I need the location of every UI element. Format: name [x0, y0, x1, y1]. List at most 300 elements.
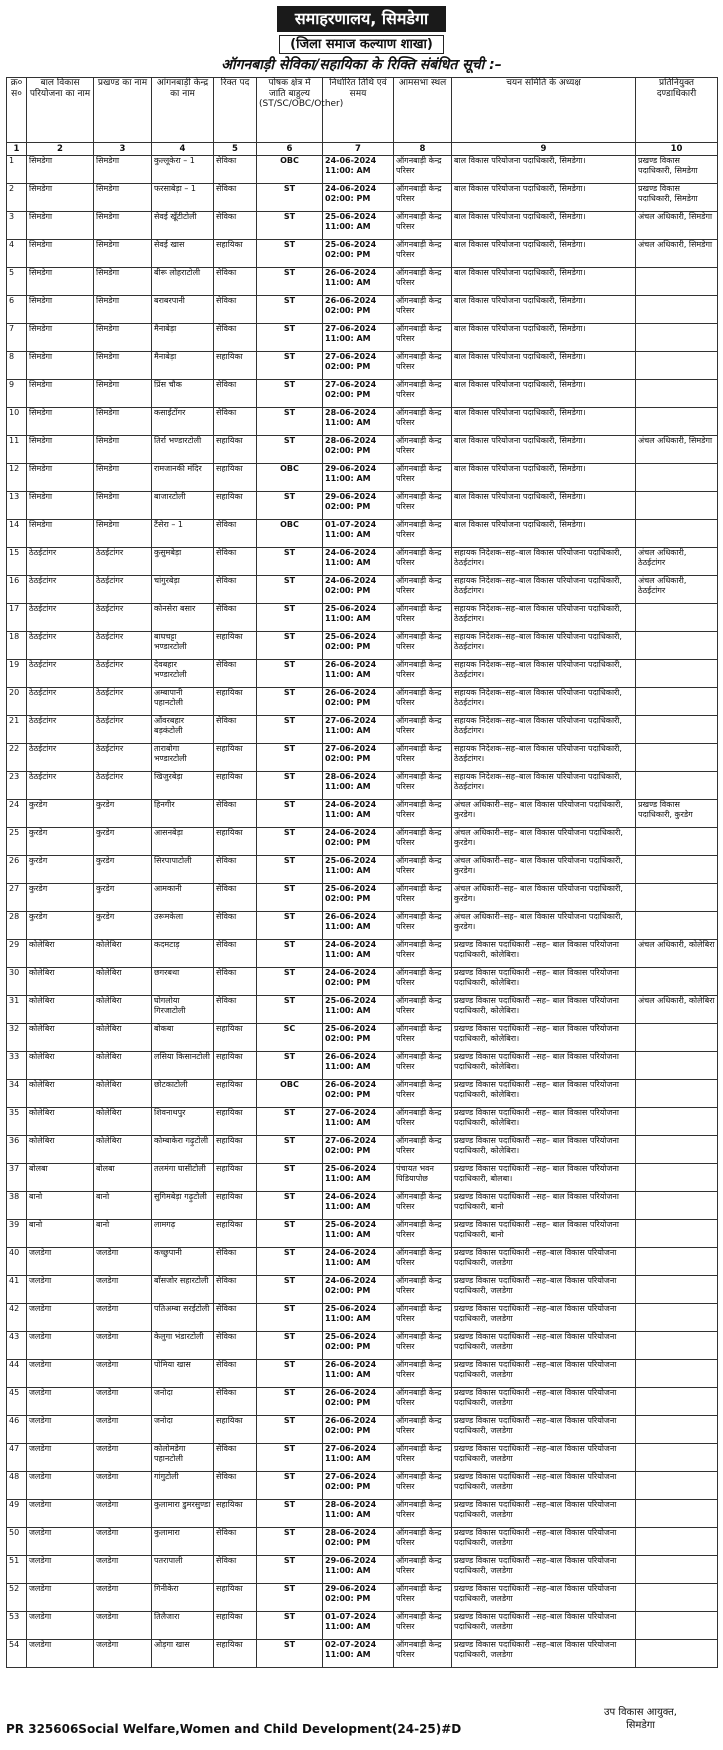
- cell-venue: ऑगनबाड़ी केन्द्र परिसर: [394, 1528, 452, 1556]
- cell-serial: 22: [7, 744, 27, 772]
- cell-venue: ऑगनबाड़ी केन्द्र परिसर: [394, 436, 452, 464]
- table-row: [7, 688, 718, 716]
- cell-project: जलडेगा: [27, 1528, 94, 1556]
- cell-centre: बाँसजोर सहारटोली: [152, 1276, 214, 1304]
- cell-caste: ST: [257, 576, 323, 604]
- cell-datetime: 25-06-2024 11:00: AM: [323, 1220, 394, 1248]
- cell-serial: 37: [7, 1164, 27, 1192]
- cell-centre: पतरापाली: [152, 1556, 214, 1584]
- cell-block: ठेठईटांगर: [94, 576, 152, 604]
- col-number: 2: [27, 143, 94, 156]
- cell-serial: 48: [7, 1472, 27, 1500]
- cell-datetime: 02-07-2024 11:00: AM: [323, 1640, 394, 1668]
- table-row: [7, 184, 718, 212]
- cell-chairman: प्रखण्ड विकास पदाधिकारी –सह–बाल विकास परियोजना पदाधिकारी, जलडेगा: [452, 1304, 636, 1332]
- cell-venue: ऑगनबाड़ी केन्द्र परिसर: [394, 968, 452, 996]
- cell-serial: 30: [7, 968, 27, 996]
- cell-chairman: बाल विकास परियोजना पदाधिकारी, सिमडेगा।: [452, 464, 636, 492]
- cell-venue: ऑगनबाड़ी केन्द्र परिसर: [394, 1332, 452, 1360]
- cell-centre: बाजारटोली: [152, 492, 214, 520]
- table-row: [7, 1444, 718, 1472]
- cell-centre: तिर्रा भण्डारटोली: [152, 436, 214, 464]
- cell-serial: 12: [7, 464, 27, 492]
- cell-chairman: बाल विकास परियोजना पदाधिकारी, सिमडेगा।: [452, 184, 636, 212]
- cell-serial: 15: [7, 548, 27, 576]
- cell-post: सेविका: [214, 716, 257, 744]
- cell-serial: 39: [7, 1220, 27, 1248]
- cell-caste: ST: [257, 1584, 323, 1612]
- table-row: [7, 240, 718, 268]
- cell-project: सिमडेगा: [27, 268, 94, 296]
- cell-project: सिमडेगा: [27, 380, 94, 408]
- cell-caste: ST: [257, 548, 323, 576]
- cell-serial: 38: [7, 1192, 27, 1220]
- cell-block: कुरडेग: [94, 912, 152, 940]
- cell-centre: हिनगीर: [152, 800, 214, 828]
- cell-centre: कसाईटोंगर: [152, 408, 214, 436]
- cell-magistrate: अंचल अधिकारी, सिमडेगा: [636, 212, 718, 240]
- cell-post: सेविका: [214, 576, 257, 604]
- cell-datetime: 28-06-2024 11:00: AM: [323, 1500, 394, 1528]
- cell-chairman: प्रखण्ड विकास पदाधिकारी –सह–बाल विकास परियोजना पदाधिकारी, जलडेगा: [452, 1500, 636, 1528]
- table-row: [7, 492, 718, 520]
- cell-datetime: 24-06-2024 11:00: AM: [323, 1248, 394, 1276]
- cell-magistrate: [636, 772, 718, 800]
- cell-serial: 53: [7, 1612, 27, 1640]
- cell-magistrate: [636, 1584, 718, 1612]
- cell-caste: ST: [257, 744, 323, 772]
- cell-caste: ST: [257, 884, 323, 912]
- table-row: [7, 1528, 718, 1556]
- cell-magistrate: [636, 1136, 718, 1164]
- cell-venue: ऑगनबाड़ी केन्द्र परिसर: [394, 996, 452, 1024]
- cell-centre: बराबरपानी: [152, 296, 214, 324]
- table-row: [7, 1192, 718, 1220]
- cell-chairman: सहायक निदेशक–सह–बाल विकास परियोजना पदाधिकारी, ठेठईटांगर।: [452, 688, 636, 716]
- cell-centre: कोलोमडेगा पहानटोली: [152, 1444, 214, 1472]
- cell-caste: ST: [257, 1052, 323, 1080]
- cell-serial: 47: [7, 1444, 27, 1472]
- cell-chairman: प्रखण्ड विकास पदाधिकारी –सह– बाल विकास परियोजना पदाधिकारी, कोलेबिरा।: [452, 1136, 636, 1164]
- cell-caste: ST: [257, 1444, 323, 1472]
- table-row: [7, 800, 718, 828]
- col-number: 1: [7, 143, 27, 156]
- cell-project: ठेठईटांगर: [27, 716, 94, 744]
- cell-block: बानो: [94, 1220, 152, 1248]
- cell-magistrate: अंचल अधिकारी, ठेठईटांगर: [636, 548, 718, 576]
- cell-post: सेविका: [214, 912, 257, 940]
- cell-post: सेविका: [214, 1472, 257, 1500]
- cell-caste: ST: [257, 296, 323, 324]
- signature-designation: उप विकास आयुक्त,: [604, 1707, 677, 1718]
- table-row: [7, 1164, 718, 1192]
- cell-centre: घोगलोया गिरजाटोली: [152, 996, 214, 1024]
- cell-magistrate: [636, 1080, 718, 1108]
- cell-caste: OBC: [257, 464, 323, 492]
- cell-serial: 36: [7, 1136, 27, 1164]
- cell-magistrate: [636, 660, 718, 688]
- cell-chairman: प्रखण्ड विकास पदाधिकारी –सह–बाल विकास परियोजना पदाधिकारी, जलडेगा: [452, 1472, 636, 1500]
- cell-datetime: 24-06-2024 02:00: PM: [323, 1276, 394, 1304]
- cell-datetime: 26-06-2024 11:00: AM: [323, 268, 394, 296]
- header-project: बाल विकास परियोजना का नाम: [27, 78, 94, 143]
- cell-centre: पतिअम्बा सरईटोली: [152, 1304, 214, 1332]
- cell-centre: कच्छुपानी: [152, 1248, 214, 1276]
- cell-magistrate: [636, 1304, 718, 1332]
- cell-chairman: सहायक निदेशक–सह–बाल विकास परियोजना पदाधिकारी, ठेठईटांगर।: [452, 660, 636, 688]
- cell-chairman: प्रखण्ड विकास पदाधिकारी –सह– बाल विकास परियोजना पदाधिकारी, बोलबा।: [452, 1164, 636, 1192]
- cell-chairman: प्रखण्ड विकास पदाधिकारी –सह– बाल विकास परियोजना पदाधिकारी, बानो: [452, 1192, 636, 1220]
- cell-magistrate: [636, 1276, 718, 1304]
- cell-centre: आसनबेड़ा: [152, 828, 214, 856]
- table-row: [7, 1136, 718, 1164]
- cell-centre: चांगुरबेड़ा: [152, 576, 214, 604]
- cell-chairman: बाल विकास परियोजना पदाधिकारी, सिमडेगा।: [452, 240, 636, 268]
- cell-post: सेविका: [214, 548, 257, 576]
- cell-magistrate: अंचल अधिकारी, कोलेबिरा: [636, 940, 718, 968]
- cell-project: कोलेबिरा: [27, 996, 94, 1024]
- cell-post: सेविका: [214, 324, 257, 352]
- cell-datetime: 24-06-2024 11:00: AM: [323, 548, 394, 576]
- table-row: [7, 324, 718, 352]
- cell-magistrate: [636, 1248, 718, 1276]
- cell-magistrate: [636, 492, 718, 520]
- cell-serial: 29: [7, 940, 27, 968]
- header-post: रिक्त पद: [214, 78, 257, 143]
- cell-caste: ST: [257, 380, 323, 408]
- cell-venue: ऑगनबाड़ी केन्द्र परिसर: [394, 1024, 452, 1052]
- cell-chairman: अंचल अधिकारी–सह– बाल विकास परियोजना पदाधिकारी, कुरडेग।: [452, 800, 636, 828]
- cell-chairman: प्रखण्ड विकास पदाधिकारी –सह–बाल विकास परियोजना पदाधिकारी, जलडेगा: [452, 1640, 636, 1668]
- cell-post: सहायिका: [214, 240, 257, 268]
- cell-chairman: प्रखण्ड विकास पदाधिकारी –सह–बाल विकास परियोजना पदाधिकारी, जलडेगा: [452, 1556, 636, 1584]
- cell-caste: ST: [257, 1416, 323, 1444]
- cell-venue: ऑगनबाड़ी केन्द्र परिसर: [394, 884, 452, 912]
- table-row: [7, 1220, 718, 1248]
- cell-magistrate: [636, 856, 718, 884]
- cell-block: जलडेगा: [94, 1332, 152, 1360]
- cell-chairman: बाल विकास परियोजना पदाधिकारी, सिमडेगा।: [452, 156, 636, 184]
- cell-block: जलडेगा: [94, 1248, 152, 1276]
- col-number: 5: [214, 143, 257, 156]
- cell-caste: ST: [257, 856, 323, 884]
- cell-block: ठेठईटांगर: [94, 604, 152, 632]
- cell-caste: ST: [257, 1640, 323, 1668]
- cell-chairman: सहायक निदेशक–सह–बाल विकास परियोजना पदाधिकारी, ठेठईटांगर।: [452, 716, 636, 744]
- cell-block: सिमडेगा: [94, 268, 152, 296]
- cell-magistrate: [636, 1052, 718, 1080]
- cell-post: सहायिका: [214, 632, 257, 660]
- cell-centre: कुलामारा डुमरसुण्डा: [152, 1500, 214, 1528]
- table-row: [7, 632, 718, 660]
- table-row: [7, 1304, 718, 1332]
- table-row: [7, 352, 718, 380]
- table-row: [7, 212, 718, 240]
- cell-project: सिमडेगा: [27, 352, 94, 380]
- cell-chairman: प्रखण्ड विकास पदाधिकारी –सह– बाल विकास परियोजना पदाधिकारी, कोलेबिरा।: [452, 940, 636, 968]
- cell-serial: 54: [7, 1640, 27, 1668]
- cell-project: कोलेबिरा: [27, 1080, 94, 1108]
- cell-block: बानो: [94, 1192, 152, 1220]
- table-row: [7, 1612, 718, 1640]
- cell-chairman: बाल विकास परियोजना पदाधिकारी, सिमडेगा।: [452, 520, 636, 548]
- cell-caste: ST: [257, 492, 323, 520]
- cell-block: जलडेगा: [94, 1640, 152, 1668]
- cell-datetime: 28-06-2024 11:00: AM: [323, 772, 394, 800]
- cell-block: जलडेगा: [94, 1360, 152, 1388]
- header-datetime: निर्धारित तिथि एवं समय: [323, 78, 394, 143]
- cell-caste: ST: [257, 1248, 323, 1276]
- cell-project: जलडेगा: [27, 1388, 94, 1416]
- cell-post: सहायिका: [214, 772, 257, 800]
- cell-caste: ST: [257, 688, 323, 716]
- cell-block: सिमडेगा: [94, 184, 152, 212]
- cell-venue: ऑगनबाड़ी केन्द्र परिसर: [394, 1276, 452, 1304]
- table-header-row: [7, 78, 718, 143]
- table-row: [7, 408, 718, 436]
- cell-datetime: 24-06-2024 02:00: PM: [323, 184, 394, 212]
- cell-post: सेविका: [214, 604, 257, 632]
- cell-datetime: 24-06-2024 02:00: PM: [323, 828, 394, 856]
- cell-magistrate: [636, 1528, 718, 1556]
- cell-post: सेविका: [214, 1388, 257, 1416]
- cell-datetime: 25-06-2024 02:00: PM: [323, 1024, 394, 1052]
- cell-block: कोलेबिरा: [94, 1052, 152, 1080]
- cell-caste: ST: [257, 1304, 323, 1332]
- cell-datetime: 25-06-2024 02:00: PM: [323, 1332, 394, 1360]
- cell-project: जलडेगा: [27, 1612, 94, 1640]
- cell-datetime: 28-06-2024 11:00: AM: [323, 408, 394, 436]
- cell-datetime: 01-07-2024 11:00: AM: [323, 520, 394, 548]
- table-body: [7, 156, 718, 1668]
- cell-post: सेविका: [214, 520, 257, 548]
- cell-datetime: 26-06-2024 02:00: PM: [323, 296, 394, 324]
- cell-caste: ST: [257, 940, 323, 968]
- cell-post: सेविका: [214, 1360, 257, 1388]
- cell-magistrate: [636, 1612, 718, 1640]
- cell-caste: OBC: [257, 156, 323, 184]
- cell-magistrate: [636, 1444, 718, 1472]
- cell-datetime: 26-06-2024 02:00: PM: [323, 1388, 394, 1416]
- cell-centre: सिरपापाटोली: [152, 856, 214, 884]
- cell-post: सेविका: [214, 1444, 257, 1472]
- cell-centre: सेवई खूँटीटोली: [152, 212, 214, 240]
- cell-caste: ST: [257, 604, 323, 632]
- cell-block: जलडेगा: [94, 1472, 152, 1500]
- cell-project: जलडेगा: [27, 1472, 94, 1500]
- cell-venue: ऑगनबाड़ी केन्द्र परिसर: [394, 212, 452, 240]
- cell-block: कोलेबिरा: [94, 1080, 152, 1108]
- cell-serial: 41: [7, 1276, 27, 1304]
- cell-magistrate: [636, 828, 718, 856]
- cell-magistrate: [636, 1332, 718, 1360]
- cell-datetime: 24-06-2024 11:00: AM: [323, 1192, 394, 1220]
- column-number-row: [7, 143, 718, 156]
- cell-serial: 51: [7, 1556, 27, 1584]
- cell-block: सिमडेगा: [94, 324, 152, 352]
- cell-venue: ऑगनबाड़ी केन्द्र परिसर: [394, 688, 452, 716]
- cell-magistrate: [636, 1360, 718, 1388]
- cell-magistrate: [636, 1640, 718, 1668]
- cell-block: ठेठईटांगर: [94, 744, 152, 772]
- cell-venue: ऑगनबाड़ी केन्द्र परिसर: [394, 800, 452, 828]
- cell-datetime: 25-06-2024 11:00: AM: [323, 996, 394, 1024]
- cell-venue: ऑगनबाड़ी केन्द्र परिसर: [394, 240, 452, 268]
- cell-post: सहायिका: [214, 744, 257, 772]
- cell-caste: ST: [257, 1332, 323, 1360]
- cell-post: सहायिका: [214, 1500, 257, 1528]
- cell-project: कोलेबिरा: [27, 1108, 94, 1136]
- cell-block: सिमडेगा: [94, 296, 152, 324]
- cell-caste: ST: [257, 1108, 323, 1136]
- cell-centre: मैनाबेड़ा: [152, 352, 214, 380]
- cell-post: सहायिका: [214, 1192, 257, 1220]
- cell-datetime: 25-06-2024 02:00: PM: [323, 240, 394, 268]
- cell-magistrate: प्रखण्ड विकास पदाधिकारी, सिमडेगा: [636, 156, 718, 184]
- cell-chairman: प्रखण्ड विकास पदाधिकारी –सह– बाल विकास परियोजना पदाधिकारी, कोलेबिरा।: [452, 1080, 636, 1108]
- cell-venue: ऑगनबाड़ी केन्द्र परिसर: [394, 492, 452, 520]
- table-row: [7, 1472, 718, 1500]
- header-block: प्रखण्ड का नाम: [94, 78, 152, 143]
- cell-block: जलडेगा: [94, 1388, 152, 1416]
- cell-post: सहायिका: [214, 1640, 257, 1668]
- table-row: [7, 268, 718, 296]
- cell-chairman: बाल विकास परियोजना पदाधिकारी, सिमडेगा।: [452, 324, 636, 352]
- cell-venue: ऑगनबाड़ी केन्द्र परिसर: [394, 744, 452, 772]
- cell-serial: 34: [7, 1080, 27, 1108]
- table-row: [7, 156, 718, 184]
- cell-caste: ST: [257, 1388, 323, 1416]
- cell-centre: सुगिमबेड़ा गढ़ुटोली: [152, 1192, 214, 1220]
- cell-project: कुरडेग: [27, 884, 94, 912]
- cell-post: सेविका: [214, 184, 257, 212]
- cell-chairman: बाल विकास परियोजना पदाधिकारी, सिमडेगा।: [452, 212, 636, 240]
- cell-block: जलडेगा: [94, 1612, 152, 1640]
- cell-magistrate: [636, 1500, 718, 1528]
- cell-post: सेविका: [214, 856, 257, 884]
- cell-chairman: बाल विकास परियोजना पदाधिकारी, सिमडेगा।: [452, 268, 636, 296]
- cell-magistrate: [636, 520, 718, 548]
- cell-post: सेविका: [214, 884, 257, 912]
- cell-caste: ST: [257, 828, 323, 856]
- cell-post: सहायिका: [214, 436, 257, 464]
- cell-project: सिमडेगा: [27, 212, 94, 240]
- header-caste: पोषक क्षेत्र में जाति बाहुल्य (ST/SC/OBC/Other): [257, 78, 323, 143]
- cell-serial: 14: [7, 520, 27, 548]
- cell-serial: 43: [7, 1332, 27, 1360]
- table-row: [7, 1276, 718, 1304]
- cell-chairman: सहायक निदेशक–सह–बाल विकास परियोजना पदाधिकारी, ठेठईटांगर।: [452, 576, 636, 604]
- cell-project: जलडेगा: [27, 1304, 94, 1332]
- table-row: [7, 464, 718, 492]
- table-row: [7, 940, 718, 968]
- cell-serial: 31: [7, 996, 27, 1024]
- cell-datetime: 25-06-2024 11:00: AM: [323, 212, 394, 240]
- cell-datetime: 27-06-2024 02:00: PM: [323, 380, 394, 408]
- cell-magistrate: [636, 1388, 718, 1416]
- cell-post: सहायिका: [214, 492, 257, 520]
- cell-post: सेविका: [214, 1332, 257, 1360]
- cell-datetime: 27-06-2024 11:00: AM: [323, 1108, 394, 1136]
- cell-serial: 17: [7, 604, 27, 632]
- cell-serial: 9: [7, 380, 27, 408]
- cell-chairman: बाल विकास परियोजना पदाधिकारी, सिमडेगा।: [452, 352, 636, 380]
- cell-centre: जनोदा: [152, 1416, 214, 1444]
- cell-venue: ऑगनबाड़ी केन्द्र परिसर: [394, 380, 452, 408]
- cell-caste: ST: [257, 1528, 323, 1556]
- cell-project: जलडेगा: [27, 1332, 94, 1360]
- cell-block: ठेठईटांगर: [94, 772, 152, 800]
- cell-magistrate: [636, 464, 718, 492]
- cell-magistrate: [636, 1416, 718, 1444]
- cell-project: कुरडेग: [27, 828, 94, 856]
- cell-centre: ताराबोगा भण्डारटोली: [152, 744, 214, 772]
- cell-block: कोलेबिरा: [94, 1024, 152, 1052]
- cell-block: सिमडेगा: [94, 520, 152, 548]
- cell-block: सिमडेगा: [94, 380, 152, 408]
- cell-venue: ऑगनबाड़ी केन्द्र परिसर: [394, 1444, 452, 1472]
- cell-block: सिमडेगा: [94, 464, 152, 492]
- table-row: [7, 884, 718, 912]
- cell-block: जलडेगा: [94, 1528, 152, 1556]
- cell-centre: कदमटाड़: [152, 940, 214, 968]
- cell-block: जलडेगा: [94, 1444, 152, 1472]
- cell-magistrate: अंचल अधिकारी, सिमडेगा: [636, 436, 718, 464]
- cell-serial: 4: [7, 240, 27, 268]
- cell-centre: तलमंगा घासीटोली: [152, 1164, 214, 1192]
- cell-caste: ST: [257, 912, 323, 940]
- cell-serial: 11: [7, 436, 27, 464]
- cell-magistrate: अंचल अधिकारी, सिमडेगा: [636, 240, 718, 268]
- cell-block: कोलेबिरा: [94, 940, 152, 968]
- cell-caste: ST: [257, 212, 323, 240]
- cell-centre: उरूमकेला: [152, 912, 214, 940]
- table-row: [7, 1248, 718, 1276]
- cell-project: ठेठईटांगर: [27, 744, 94, 772]
- cell-chairman: बाल विकास परियोजना पदाधिकारी, सिमडेगा।: [452, 492, 636, 520]
- cell-block: सिमडेगा: [94, 212, 152, 240]
- header-centre: आंगनबाड़ी केन्द्र का नाम: [152, 78, 214, 143]
- cell-project: सिमडेगा: [27, 436, 94, 464]
- cell-caste: ST: [257, 1136, 323, 1164]
- cell-project: जलडेगा: [27, 1444, 94, 1472]
- cell-block: कोलेबिरा: [94, 1136, 152, 1164]
- cell-caste: ST: [257, 1220, 323, 1248]
- cell-serial: 6: [7, 296, 27, 324]
- cell-caste: ST: [257, 1472, 323, 1500]
- cell-chairman: बाल विकास परियोजना पदाधिकारी, सिमडेगा।: [452, 436, 636, 464]
- cell-chairman: अंचल अधिकारी–सह– बाल विकास परियोजना पदाधिकारी, कुरडेग।: [452, 828, 636, 856]
- cell-venue: ऑगनबाड़ी केन्द्र परिसर: [394, 156, 452, 184]
- cell-centre: कोनसेरा बसार: [152, 604, 214, 632]
- table-row: [7, 1584, 718, 1612]
- cell-datetime: 29-06-2024 02:00: PM: [323, 1584, 394, 1612]
- cell-centre: कोम्बाकेरा गढ़ुटोली: [152, 1136, 214, 1164]
- cell-caste: ST: [257, 660, 323, 688]
- cell-serial: 52: [7, 1584, 27, 1612]
- cell-centre: खिजुरबेड़ा: [152, 772, 214, 800]
- cell-centre: फरसाबेड़ा – 1: [152, 184, 214, 212]
- cell-block: जलडेगा: [94, 1500, 152, 1528]
- cell-chairman: प्रखण्ड विकास पदाधिकारी –सह– बाल विकास परियोजना पदाधिकारी, बानो: [452, 1220, 636, 1248]
- cell-centre: रामजानकी मंदिर: [152, 464, 214, 492]
- cell-post: सेविका: [214, 996, 257, 1024]
- cell-chairman: प्रखण्ड विकास पदाधिकारी –सह–बाल विकास परियोजना पदाधिकारी, जलडेगा: [452, 1332, 636, 1360]
- cell-chairman: प्रखण्ड विकास पदाधिकारी –सह–बाल विकास परियोजना पदाधिकारी, जलडेगा: [452, 1276, 636, 1304]
- table-row: [7, 380, 718, 408]
- cell-chairman: प्रखण्ड विकास पदाधिकारी –सह–बाल विकास परियोजना पदाधिकारी, जलडेगा: [452, 1528, 636, 1556]
- cell-post: सहायिका: [214, 1164, 257, 1192]
